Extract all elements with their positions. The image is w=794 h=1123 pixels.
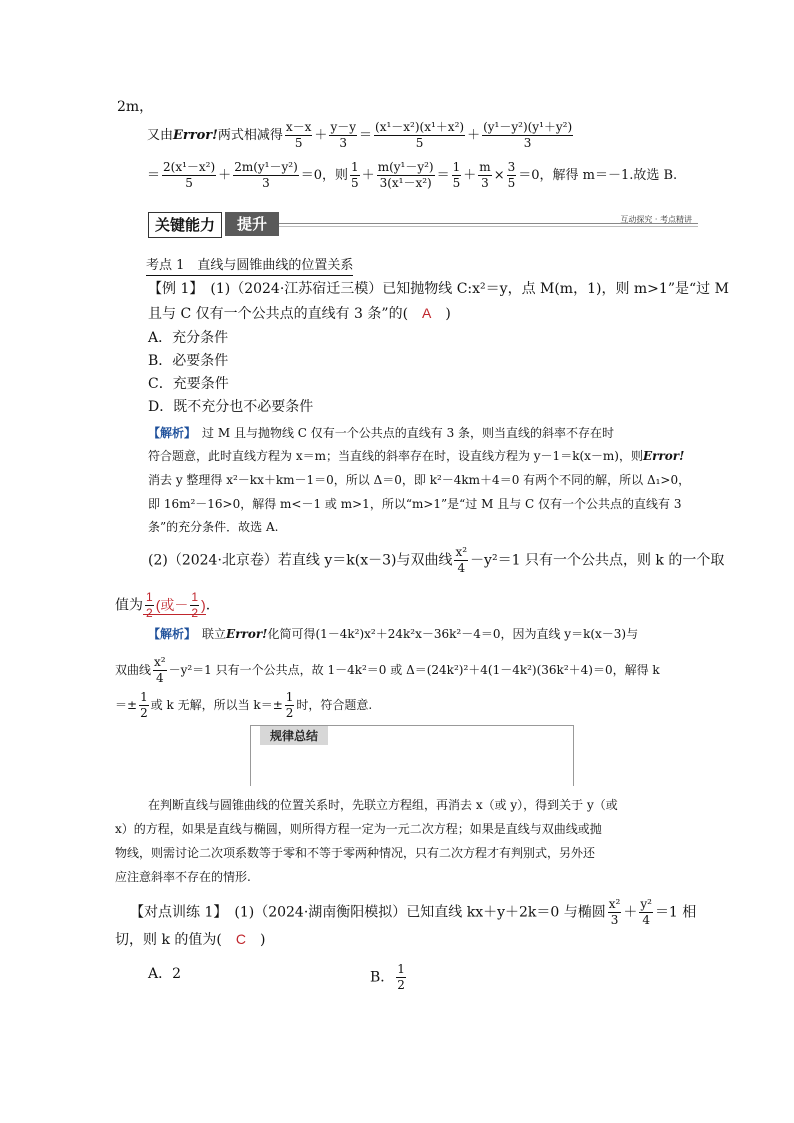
banner-rule-2 (279, 226, 698, 227)
solution-2-line-2: 双曲线 $\frac{\text{x²}}{4}$ －y²＝1 只有一个公共点，故 1－4k²＝0 或 Δ＝(24k²)²＋4(1－4k²)(36k²＋4)＝0，解得 k (115, 655, 660, 685)
derivation-line-1: 又由Error!两式相减得 $\frac{x-x}{5}$ ＋ $\frac{y-y}{3}$ ＝ $\frac{\text{(x¹－x²)(x¹＋x²)}}{5}$ ＋ $\frac{\text{(y¹－y²)(y¹＋y²)}}{3}$ (147, 120, 573, 150)
summary-label: 规律总结 (260, 726, 328, 745)
frac-three-fifth: $\frac{3}{5}$ (507, 160, 516, 190)
option-a: A．充分条件 (148, 330, 229, 346)
frac-x-diff: $\frac{x-x}{5}$ (285, 120, 312, 150)
banner-accent: 提升 (225, 212, 279, 236)
summary-line-2: x）的方程，如果是直线与椭圆，则所得方程一定为一元二次方程；如果是直线与双曲线或抛 (115, 822, 602, 836)
frac-x-product: $\frac{\text{(x¹－x²)(x¹＋x²)}}{5}$ (375, 120, 465, 150)
solution-1-line-5: 条”的充分条件．故选 A. (148, 520, 279, 534)
frac-m-third: $\frac{m}{3}$ (479, 160, 491, 190)
frac-my-over-x: $\frac{\text{m(y¹－y²)}}{\text{3(x¹－x²)}}$ (377, 160, 434, 190)
summary-line-1: 在判断直线与圆锥曲线的位置关系时，先联立方程组，再消去 x（或 y），得到关于 y（或 (148, 798, 618, 812)
frac-y2-over-4: $\frac{\text{y²}}{4}$ (640, 897, 652, 927)
solution-1-line-3: 消去 y 整理得 x²－kx＋km－1＝0，所以 Δ＝0，即 k²－4km＋4＝0 有两个不同的解，所以 Δ₁>0， (148, 473, 691, 487)
frac-half-4: $\frac{1}{2}$ (285, 690, 294, 720)
frac-half-3: $\frac{1}{2}$ (140, 690, 148, 720)
example-1-line-2: 且与 C 仅有一个公共点的直线有 3 条”的( A ) (148, 305, 451, 322)
option-b: B．必要条件 (148, 353, 229, 369)
practice-line-2: 切，则 k 的值为( C ) (115, 931, 266, 948)
practice-answer: C (235, 931, 246, 947)
frac-x2-over-4: $\frac{\text{x²}}{4}$ (455, 545, 468, 575)
frac-x2-over-3: $\frac{\text{x²}}{3}$ (608, 897, 621, 927)
frac-2x: $\frac{\text{2(x¹－x²)}}{5}$ (163, 160, 216, 190)
practice-option-b: B． $\frac{1}{2}$ (370, 962, 405, 992)
derivation-line-2: ＝ $\frac{\text{2(x¹－x²)}}{5}$ ＋ $\frac{\text{2m(y¹－y²)}}{3}$ ＝0，则 $\frac{1}{5}$ ＋ $\frac{\text{m(y¹－y²)}}{\text{3(x¹－x²)}}$ ＝ $\frac{1}{5}$ ＋ $\frac{m}{3}$ × $\frac{3}{5}$ ＝0，解得 m＝－1.故选 B. (147, 160, 678, 190)
example-1-answer: A (422, 305, 432, 321)
frac-one-fifth-2: $\frac{1}{5}$ (452, 160, 461, 190)
practice-option-a: A．2 (148, 966, 182, 982)
section-banner (148, 212, 698, 236)
example-1-line-1: 【例 1】 (1)（2024·江苏宿迁三模）已知抛物线 C:x²＝y，点 M(m，1)，则 m>1”是“过 M (148, 281, 729, 297)
practice-line-1: 【对点训练 1】 (1)（2024·湖南衡阳模拟）已知直线 kx＋y＋2k＝0 与椭圆 $\frac{\text{x²}}{3}$ ＋ $\frac{\text{y²}}{4}$ ＝1 相 (130, 897, 697, 927)
solution-1-line-2: 符合题意，此时直线方程为 x＝m；当直线的斜率存在时，设直线方程为 y－1＝k(x－m)，则Error! (148, 449, 685, 463)
frac-y-diff: $\frac{y-y}{3}$ (330, 120, 356, 150)
frac-half-2: $\frac{1}{2}$ (191, 590, 199, 620)
part-2-line-1: (2)（2024·北京卷）若直线 y＝k(x－3)与双曲线 $\frac{\text{x²}}{4}$ －y²＝1 只有一个公共点，则 k 的一个取 (148, 545, 725, 575)
option-c: C．充要条件 (148, 376, 229, 392)
solution-2-line-1: 【解析】 联立Error!化简可得(1－4k²)x²＋24k²x－36k²－4＝0，因为直线 y＝k(x－3)与 (148, 627, 639, 641)
frac-half-5: $\frac{1}{2}$ (397, 962, 405, 992)
solution-2-line-3: ＝± $\frac{1}{2}$ 或 k 无解，所以当 k＝± $\frac{1}{2}$ 时，符合题意. (115, 690, 373, 720)
frac-half: $\frac{1}{2}$ (146, 590, 153, 620)
carry-over-text: 2m， (117, 99, 154, 115)
banner-tag: 互动探究 · 考点精讲 (620, 215, 692, 224)
frac-2my: $\frac{\text{2m(y¹－y²)}}{3}$ (234, 160, 298, 190)
solution-1-line-1: 【解析】 过 M 且与抛物线 C 仅有一个公共点的直线有 3 条，则当直线的斜率不存在时 (148, 426, 615, 440)
solution-1-line-4: 即 16m²－16>0，解得 m<－1 或 m>1，所以“m>1”是“过 M 且与 C 仅有一个公共点的直线有 3 (148, 497, 682, 511)
banner-title: 关键能力 (148, 212, 222, 238)
topic-heading: 考点 1 直线与圆锥曲线的位置关系 (146, 257, 353, 276)
part-2-answer: $\frac{1}{2}$ (或－ $\frac{1}{2}$ ) (143, 598, 206, 615)
frac-x2-over-4-b: $\frac{\text{x²}}{4}$ (154, 655, 166, 685)
part-2-line-2: 值为 $\frac{1}{2}$ (或－ $\frac{1}{2}$ ). (115, 590, 211, 620)
summary-line-3: 物线，则需讨论二次项系数等于零和不等于零两种情况，只有二次方程才有判别式，另外还 (115, 846, 596, 860)
frac-one-fifth: $\frac{1}{5}$ (351, 160, 359, 190)
summary-line-4: 应注意斜率不存在的情形. (115, 870, 251, 884)
option-d: D．既不充分也不必要条件 (148, 399, 314, 415)
frac-y-product: $\frac{\text{(y¹－y²)(y¹＋y²)}}{3}$ (483, 120, 573, 150)
